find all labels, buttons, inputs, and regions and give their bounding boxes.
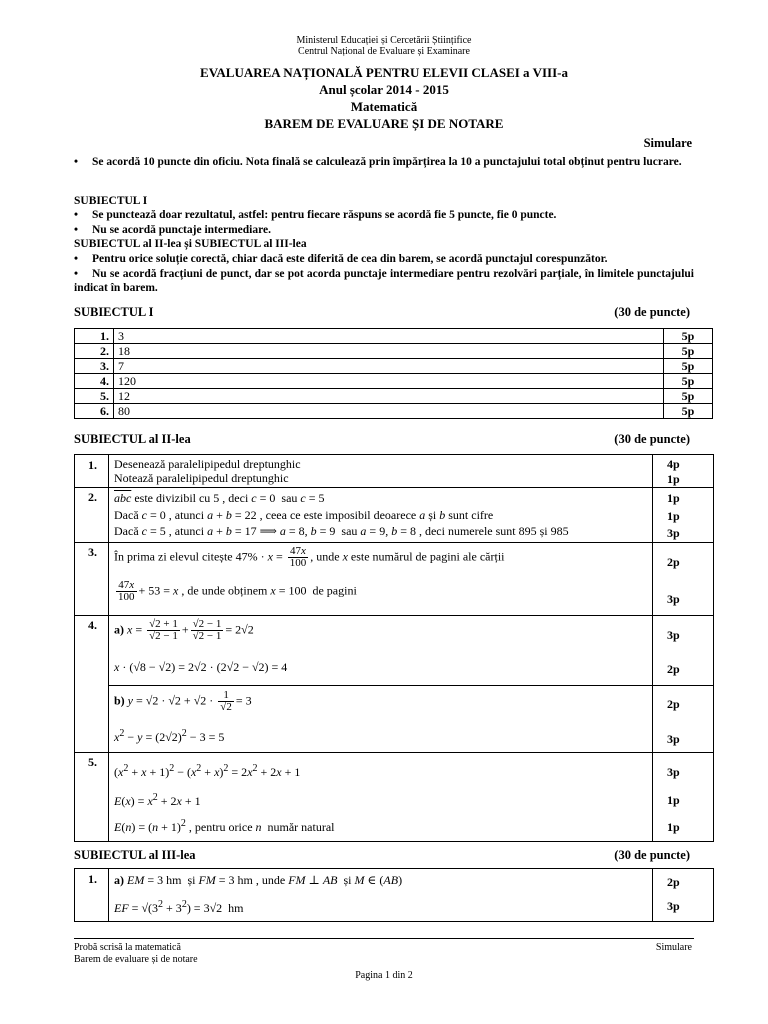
s1-row-answer: 12	[114, 389, 664, 404]
s1-row-points: 5p	[664, 389, 713, 404]
s1-row-num: 6.	[75, 404, 114, 419]
doc-subtitle: BAREM DE EVALUARE ȘI DE NOTARE	[264, 116, 504, 131]
s2-q5-pts1: 3p	[667, 765, 680, 779]
s3-points: (30 de puncte)	[614, 848, 690, 862]
s2-q2-line1: $\overline{abc}$ este divizibil cu 5 , deci c = 0 sau c = 5	[114, 491, 325, 505]
s1-row-points: 5p	[664, 344, 713, 359]
s2-q4-pts1: 3p	[667, 628, 680, 642]
s2-q4-line1: a) x = $\frac{√2 + 1}{√2 - 1}$ + $\frac{√2 - 1}{√2 - 1}$ = 2√2	[114, 618, 254, 642]
footer-left-1: Probă scrisă la matematică	[74, 942, 181, 953]
s2-q5-num: 5.	[88, 755, 97, 769]
table-row	[75, 329, 713, 344]
simulation-tag: Simulare	[643, 136, 692, 150]
rules-s1-title: SUBIECTUL I	[74, 195, 148, 207]
table-row	[75, 374, 713, 389]
s2-q2-line2: Dacă c = 0 , atunci a + b = 22 , ceea ce este imposibil deoarece a și b sunt cifre	[114, 508, 494, 522]
s3-q1-num: 1.	[88, 872, 97, 886]
s1-row-answer: 120	[114, 374, 664, 389]
s3-title: SUBIECTUL al III-lea	[74, 848, 196, 862]
s1-row-num: 4.	[75, 374, 114, 389]
s3-col-divider-1	[108, 868, 109, 922]
s2-q4-line3: b) y = √2 · √2 + √2 · $\frac{1}{√2}$ = 3	[114, 689, 252, 713]
s2-q5-line1: $(x^2 + x + 1)^2 - (x^2 + x)^2 = 2x^2 + 2x + 1$	[114, 763, 301, 779]
s2-q4-line4: $x^2 - y = (2√2)^2 - 3 = 5$	[114, 728, 225, 744]
footer-right: Simulare	[655, 942, 692, 953]
row-sep	[108, 685, 713, 686]
s2-q3-num: 3.	[88, 545, 97, 559]
s2-q2-num: 2.	[88, 490, 97, 504]
s2-q3-pts1: 2p	[667, 555, 680, 569]
row-sep	[74, 542, 713, 543]
s1-row-points: 5p	[664, 374, 713, 389]
s2-q2-pts3: 3p	[667, 526, 680, 540]
s2-q1-line2: Notează paralelipipedul dreptunghic	[114, 471, 289, 485]
s2-q4-pts4: 3p	[667, 732, 680, 746]
s2-q2-line3: Dacă c = 5 , atunci a + b = 17 ⟹ a = 8, b = 9 sau a = 9, b = 8 , deci numerele sunt 895 și 985	[114, 524, 569, 538]
s2-q1-pts1: 4p	[667, 457, 680, 471]
row-sep	[74, 615, 713, 616]
ministry-name: Ministerul Educației și Cercetării Științifice	[296, 35, 472, 46]
s2-q4-num: 4.	[88, 618, 97, 632]
s2-col-divider-1	[108, 454, 109, 842]
table-row	[75, 389, 713, 404]
row-sep	[74, 752, 713, 753]
s2-q3-line1: În prima zi elevul citește 47% · x = $\frac{47x}{100}$ , unde x este numărul de pagini ale cărții	[114, 545, 505, 569]
s2-q1-pts2: 1p	[667, 472, 680, 486]
s2-points: (30 de puncte)	[614, 432, 690, 446]
s1-row-points: 5p	[664, 329, 713, 344]
s1-row-num: 5.	[75, 389, 114, 404]
s2-q3-line2: $\frac{47x}{100}$ + 53 = x , de unde obținem x = 100 de pagini	[118, 579, 357, 603]
table-row	[75, 404, 713, 419]
s2-q2-pts1: 1p	[667, 491, 680, 505]
s1-row-answer: 18	[114, 344, 664, 359]
center-name: Centrul Național de Evaluare și Examinare	[298, 46, 470, 57]
s1-row-points: 5p	[664, 404, 713, 419]
footer-divider	[74, 938, 694, 939]
s2-q5-line3: $E(n) = (n + 1)^2$ , pentru orice n număr natural	[114, 818, 335, 834]
s1-row-points: 5p	[664, 359, 713, 374]
s2-q3-pts2: 3p	[667, 592, 680, 606]
s2-col-divider-2	[652, 454, 653, 842]
rules-s23-title: SUBIECTUL al II-lea și SUBIECTUL al III-lea	[74, 238, 307, 250]
s3-q1-line1: a) EM = 3 hm și FM = 3 hm , unde FM ⊥ AB și M ∈ (AB)	[114, 873, 403, 887]
subject-name: Matematică	[350, 99, 418, 114]
row-sep	[74, 487, 713, 488]
s2-q4-pts3: 2p	[667, 697, 680, 711]
s2-q2-pts2: 1p	[667, 509, 680, 523]
s1-row-answer: 3	[114, 329, 664, 344]
s2-title: SUBIECTUL al II-lea	[74, 432, 191, 446]
s3-q1-line2: EF = $√(3^2 + 3^2) = 3√2$ hm	[114, 899, 244, 915]
s2-q5-pts2: 1p	[667, 793, 680, 807]
s1-row-num: 1.	[75, 329, 114, 344]
s1-row-answer: 80	[114, 404, 664, 419]
s2-q4-line2: x · (√8 − √2) = 2√2 · (2√2 − √2) = 4	[114, 660, 288, 674]
s2-q5-line2: $E(x) = x^2 + 2x + 1$	[114, 792, 201, 808]
s1-row-num: 3.	[75, 359, 114, 374]
s2-q1-num: 1.	[88, 458, 97, 472]
rule-3: • Nu se acordă punctaje intermediare.	[74, 224, 271, 236]
rule-1: • Se acordă 10 puncte din oficiu. Nota finală se calculează prin împărțirea la 10 a punctajului total obținut pentru lucrare.	[74, 156, 682, 168]
s1-table	[74, 328, 713, 419]
s1-points: (30 de puncte)	[614, 305, 690, 319]
s2-q4-pts2: 2p	[667, 662, 680, 676]
rule-4: • Pentru orice soluție corectă, chiar dacă este diferită de cea din barem, se acordă punctajul corespunzător.	[74, 253, 608, 265]
s2-q5-pts3: 1p	[667, 820, 680, 834]
footer-left-2: Barem de evaluare și de notare	[74, 954, 198, 965]
s1-row-num: 2.	[75, 344, 114, 359]
table-row	[75, 359, 713, 374]
s3-q1-pts2: 3p	[667, 899, 680, 913]
s3-q1-pts1: 2p	[667, 875, 680, 889]
s1-title: SUBIECTUL I	[74, 305, 154, 319]
s3-col-divider-2	[652, 868, 653, 922]
rule-5: • Nu se acordă fracțiuni de punct, dar se pot acorda punctaje intermediare pentru rezolvări parțiale, în limitele punctajului indicat în barem.	[74, 268, 694, 294]
s2-q1-line1: Desenează paralelipipedul dreptunghic	[114, 457, 301, 471]
s1-row-answer: 7	[114, 359, 664, 374]
table-row	[75, 344, 713, 359]
school-year: Anul școlar 2014 - 2015	[319, 82, 449, 97]
doc-title: EVALUAREA NAȚIONALĂ PENTRU ELEVII CLASEI a VIII-a	[200, 65, 568, 80]
page-number: Pagina 1 din 2	[355, 970, 413, 981]
rule-2: • Se punctează doar rezultatul, astfel: pentru fiecare răspuns se acordă fie 5 puncte, fie 0 puncte.	[74, 209, 557, 221]
